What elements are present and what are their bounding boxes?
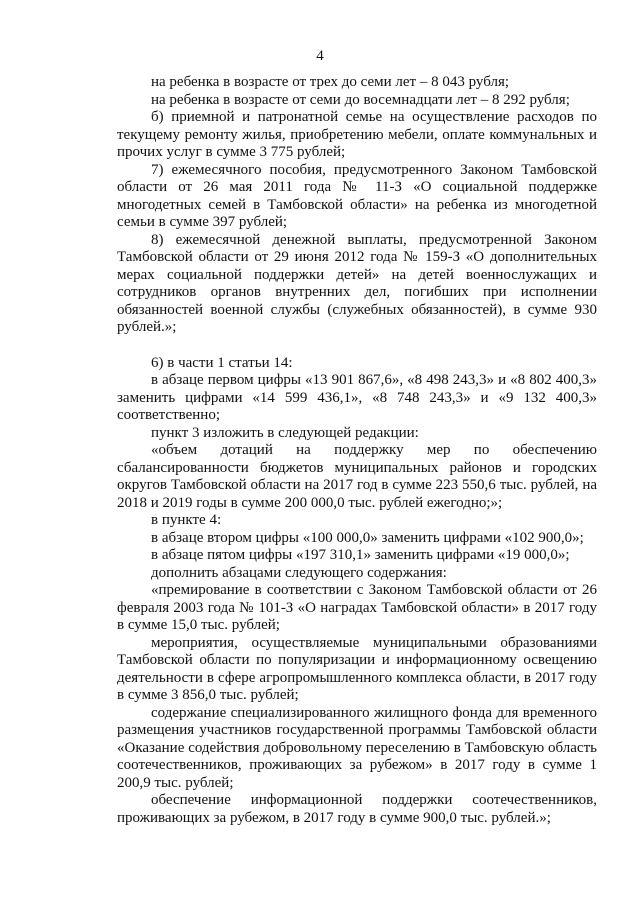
- paragraph: «премирование в соответствии с Законом Тамбовской области от 26 февраля 2003 года № 101-З «О наградах Тамбовской области» в 2017 году в сумме 15,0 тыс. рублей;: [117, 582, 597, 633]
- section-gap: [117, 337, 597, 355]
- paragraph: «объем дотаций на поддержку мер по обеспечению сбалансированности бюджетов муниципальных районов и городских округов Тамбовской области на 2017 год в сумме 223 550,6 тыс. рублей, на 2018 и 2019 годы в сумме 200 000,0 тыс. рублей ежегодно;»;: [117, 442, 597, 511]
- paragraph: 7) ежемесячного пособия, предусмотренного Законом Тамбовской области от 26 мая 2011 года № 11-З «О социальной поддержке многодетных семей в Тамбовской области» на ребенка из многодетной семьи в сумме 397 рублей;: [117, 161, 597, 230]
- paragraph: на ребенка в возрасте от трех до семи лет – 8 043 рубля;: [151, 74, 510, 90]
- page-number: 4: [316, 48, 324, 64]
- paragraph: мероприятия, осуществляемые муниципальными образованиями Тамбовской области по популяризации и информационному освещению деятельности в сфере агропромышленного комплекса области, в 2017 году в сумме 3 856,0 тыс. рублей;: [117, 634, 597, 703]
- paragraph: в абзаце пятом цифры «197 310,1» заменить цифрами «19 000,0»;: [151, 547, 570, 563]
- paragraph: 6) в части 1 статьи 14:: [151, 354, 293, 371]
- paragraph: обеспечение информационной поддержки соотечественников, проживающих за рубежом, в 2017 году в сумме 900,0 тыс. рублей.»;: [117, 792, 597, 826]
- paragraph: 8) ежемесячной денежной выплаты, предусмотренной Законом Тамбовской области от 29 июня 2012 года № 159-З «О дополнительных мерах социальной поддержки детей» на детей военнослужащих и сотрудников органов внутренних дел, погибших при исполнении обязанностей военной службы (служебных обязанностей), в сумме 930 рублей.»;: [117, 231, 597, 335]
- paragraph: на ребенка в возрасте от семи до восемнадцати лет – 8 292 рубля;: [151, 91, 570, 108]
- paragraph: пункт 3 изложить в следующей редакции:: [151, 424, 419, 441]
- paragraph: в абзаце первом цифры «13 901 867,6», «8 498 243,3» и «8 802 400,3» заменить цифрами «14 599 436,1», «8 748 243,3» и «9 132 400,3» соответственно;: [117, 372, 597, 423]
- paragraph: содержание специализированного жилищного фонда для временного размещения участников государственной программы Тамбовской области «Оказание содействия добровольному переселению в Тамбовскую область соотечественников, проживающих за рубежом» в 2017 году в сумме 1 200,9 тыс. рублей;: [117, 704, 597, 791]
- paragraph: в пункте 4:: [151, 512, 222, 528]
- document-body: [117, 74, 597, 827]
- paragraph: в абзаце втором цифры «100 000,0» заменить цифрами «102 900,0»;: [151, 529, 584, 546]
- paragraph: б) приемной и патронатной семье на осуществление расходов по текущему ремонту жилья, приобретению мебели, оплате коммунальных и прочих услуг в сумме 3 775 рублей;: [117, 109, 597, 160]
- paragraph: дополнить абзацами следующего содержания:: [151, 564, 447, 581]
